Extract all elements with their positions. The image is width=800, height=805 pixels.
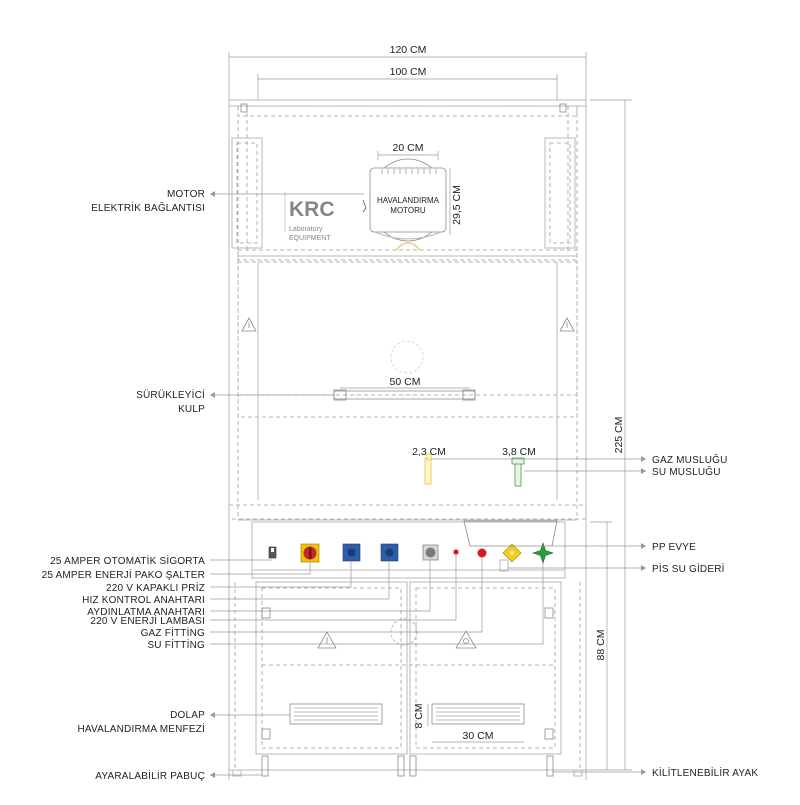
speed-control-knob[interactable] <box>423 545 438 560</box>
hinge-bottom-right <box>545 729 553 739</box>
motor-height-dimension <box>450 168 463 235</box>
foot-label: AYARALABİLİR PABUÇ <box>95 771 205 782</box>
vent-width-label: 30 CM <box>462 730 494 742</box>
motor-label-line2: MOTORU <box>390 206 426 215</box>
water-tap-callout <box>524 465 721 478</box>
callout-pako: 25 AMPER ENERJİ PAKO ŞALTER <box>41 570 205 581</box>
lock-foot-label: KİLİTLENEBİLİR AYAK <box>652 768 759 779</box>
motor-label-2: ELEKTRİK BAĞLANTISI <box>91 203 205 214</box>
gas-tap-label: GAZ MUSLUĞU <box>652 455 728 466</box>
vent-label-2: HAVALANDIRMA MENFEZİ <box>77 724 205 735</box>
inner-width-dimension <box>258 66 557 100</box>
sink-label: PP EVYE <box>652 542 697 553</box>
outer-width-label: 120 CM <box>389 44 427 56</box>
motor-label-1: MOTOR <box>166 189 205 200</box>
top-right-bracket <box>560 104 566 112</box>
logo-text: KRC <box>289 198 335 221</box>
krc-logo <box>285 192 335 242</box>
top-left-bracket <box>241 104 247 112</box>
vent-height-label: 8 CM <box>413 703 425 729</box>
handle-width-dimension <box>340 376 470 388</box>
automatic-fuse[interactable] <box>269 547 276 558</box>
handle-width-label: 50 CM <box>389 376 421 388</box>
vent-callout <box>77 710 290 735</box>
hinge-top-right <box>545 608 553 618</box>
inner-width-label: 100 CM <box>389 66 427 78</box>
total-height-label: 225 CM <box>613 416 625 454</box>
cabinet-vent-right <box>432 704 524 724</box>
motor-width-dimension <box>378 142 438 160</box>
callout-lamp: 220 V ENERJİ LAMBASI <box>90 616 205 627</box>
handle-label-1: SÜRÜKLEYİCİ <box>136 390 205 401</box>
lock-foot-callout <box>553 766 758 779</box>
motor-width-label: 20 CM <box>392 142 424 154</box>
drain-callout <box>508 562 725 575</box>
vent-label-1: DOLAP <box>170 710 205 721</box>
logo-line2: EQUIPMENT <box>289 235 331 242</box>
motor-electric-icon <box>363 200 366 212</box>
gas-fitting-button[interactable] <box>503 544 521 562</box>
warning-sign-right <box>560 318 574 331</box>
logo-line1: Laboratory <box>289 226 323 233</box>
hinge-bottom-left <box>262 729 270 739</box>
hinge-top-left <box>262 608 270 618</box>
vent-width-dimension <box>432 730 524 742</box>
callout-water-fitting: SU FİTTİNG <box>147 640 205 651</box>
socket-2[interactable] <box>381 544 398 561</box>
handle-label-2: KULP <box>178 404 205 415</box>
callout-speed: HIZ KONTROL ANAHTARI <box>82 595 205 606</box>
water-tap-size: 3,8 CM <box>502 446 536 458</box>
warning-sign-left <box>242 318 256 331</box>
drain-label: PİS SU GİDERİ <box>652 564 725 575</box>
handle-callout <box>136 388 334 415</box>
motor-height-label: 29,5 CM <box>451 185 463 225</box>
door-warning-sign <box>318 632 336 648</box>
callout-socket: 220 V KAPAKLI PRİZ <box>105 583 205 594</box>
ventilation-motor <box>363 159 446 250</box>
door-toxic-sign <box>456 631 476 648</box>
socket-1[interactable] <box>343 544 360 561</box>
sash-light-icon <box>391 341 423 373</box>
control-callouts <box>42 554 543 651</box>
total-height-dimension <box>590 100 632 770</box>
callout-lighting: AYDINLATMA ANAHTARI <box>87 607 205 618</box>
water-tap[interactable] <box>512 458 524 486</box>
cabinet-height-label: 88 CM <box>595 629 607 661</box>
cabinet-height-dimension <box>590 522 612 770</box>
right-light-fixture <box>545 138 575 248</box>
sash-handle[interactable] <box>334 390 475 400</box>
gas-tap-size: 2,3 CM <box>412 446 446 458</box>
adjustable-feet <box>233 756 582 776</box>
water-tap-label: SU MUSLUĞU <box>652 467 721 478</box>
motor-label-line1: HAVALANDIRMA <box>377 196 439 205</box>
energy-pako-switch[interactable] <box>301 544 319 562</box>
energy-lamp <box>478 549 487 558</box>
gas-tap-callout <box>431 453 728 466</box>
sink-callout <box>552 542 696 553</box>
gas-tap[interactable] <box>425 454 431 484</box>
cabinet-vent-left <box>290 704 382 724</box>
lighting-switch[interactable] <box>453 549 458 554</box>
vent-height-dimension <box>413 703 428 728</box>
callout-gas-fitting: GAZ FİTTİNG <box>140 628 205 639</box>
callout-fuse: 25 AMPER OTOMATİK SİGORTA <box>50 556 205 567</box>
